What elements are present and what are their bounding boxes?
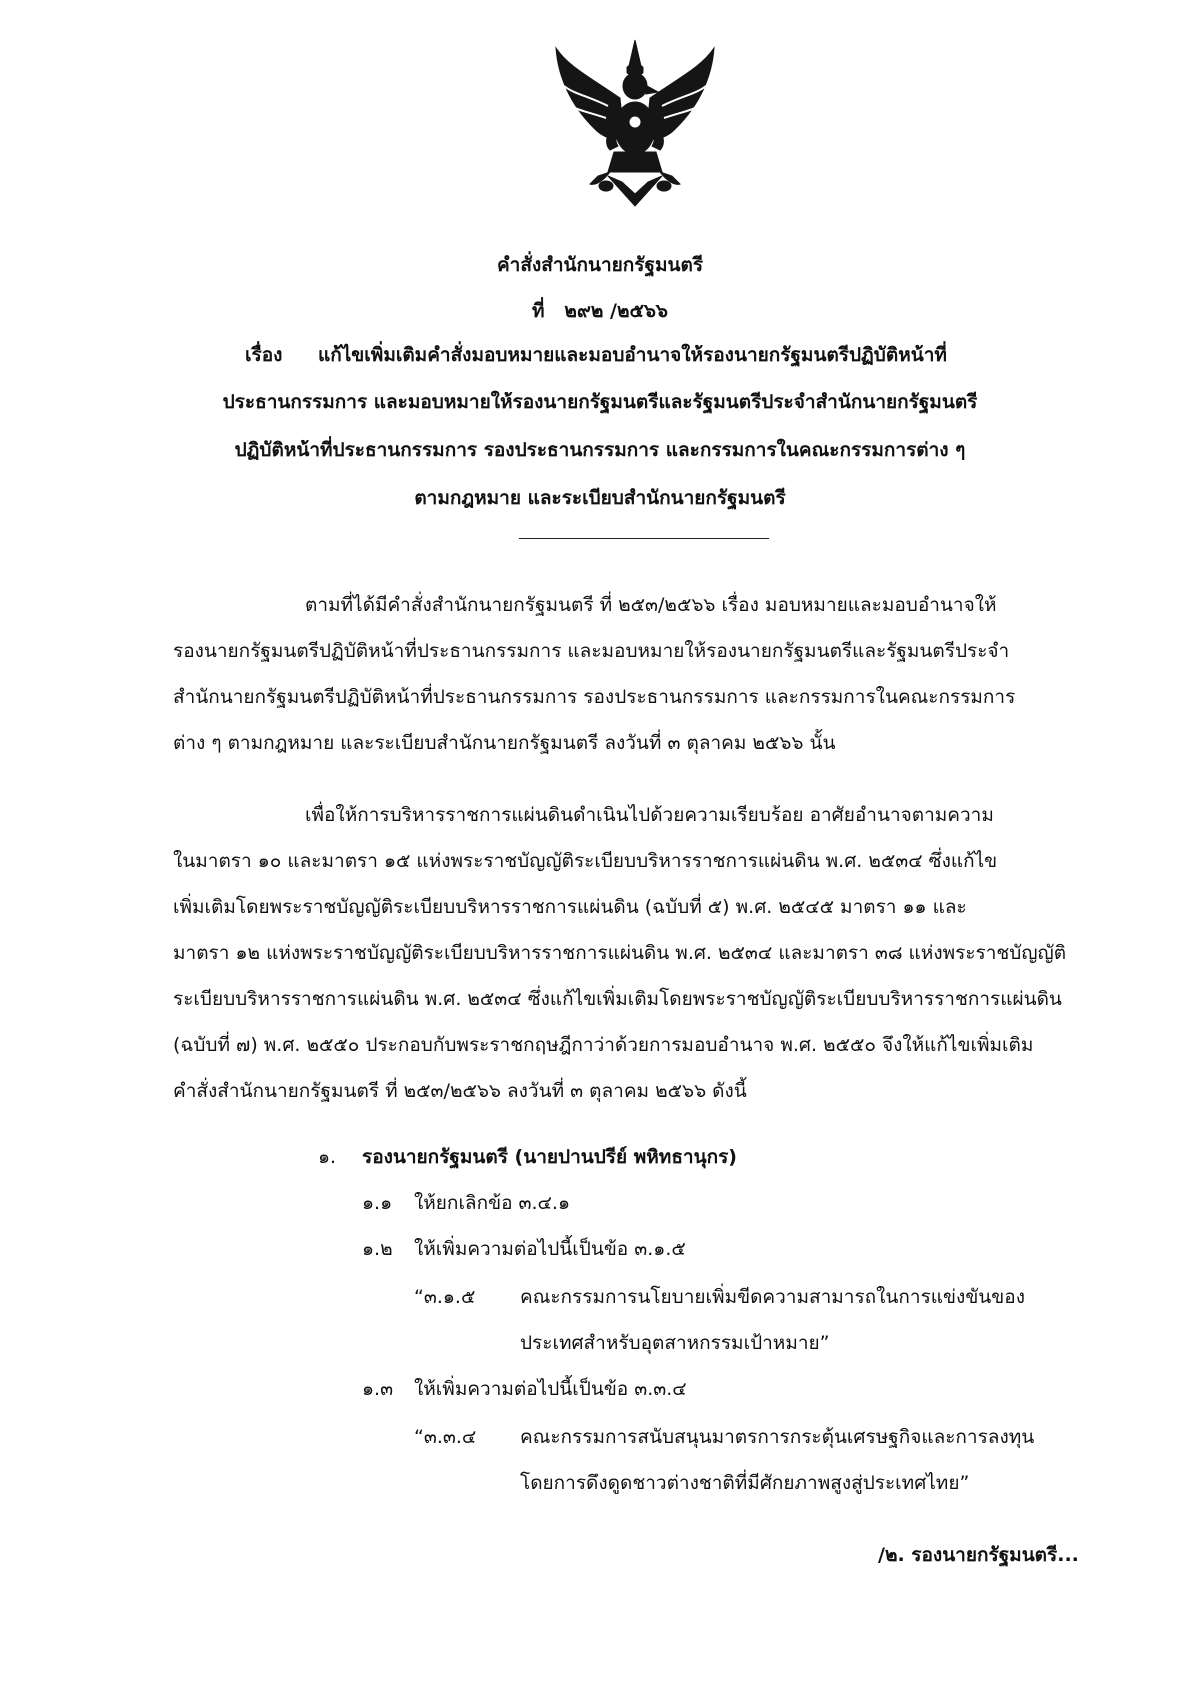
- quote1-line-2: ประเทศสำหรับอุตสาหกรรมเป้าหมาย”: [520, 1332, 830, 1354]
- order-number: ๒๙๒ /๒๕๖๖: [564, 300, 668, 322]
- quote2-number: “๓.๓.๔: [414, 1426, 477, 1448]
- paragraph2-line-1: เพื่อให้การบริหารราชการแผ่นดินดำเนินไปด้วยความเรียบร้อย อาศัยอำนาจตามความ: [305, 804, 994, 826]
- subitem-1-1-number: ๑.๑: [362, 1192, 393, 1214]
- garuda-emblem-icon: [548, 36, 722, 210]
- quote1-line-1: คณะกรรมการนโยบายเพิ่มขีดความสามารถในการแข่งขันของ: [520, 1286, 1025, 1308]
- heading-divider: [519, 538, 769, 539]
- subitem-1-3-text: ให้เพิ่มความต่อไปนี้เป็นข้อ ๓.๓.๔: [414, 1378, 687, 1400]
- paragraph2-line-5: ระเบียบบริหารราชการแผ่นดิน พ.ศ. ๒๕๓๔ ซึ่งแก้ไขเพิ่มเติมโดยพระราชบัญญัติระเบียบบริหารราชการแผ่นดิน: [173, 988, 1062, 1010]
- subject-line-3: ปฏิบัติหน้าที่ประธานกรรมการ รองประธานกรรมการ และกรรมการในคณะกรรมการต่าง ๆ: [234, 439, 966, 461]
- quote2-line-2: โดยการดึงดูดชาวต่างชาติที่มีศักยภาพสูงสู่ประเทศไทย”: [520, 1472, 970, 1494]
- paragraph2-line-6: (ฉบับที่ ๗) พ.ศ. ๒๕๕๐ ประกอบกับพระราชกฤษฎีกาว่าด้วยการมอบอำนาจ พ.ศ. ๒๕๕๐ จึงให้แก้ไขเพิ่มเติม: [173, 1034, 1034, 1056]
- paragraph1-line-2: รองนายกรัฐมนตรีปฏิบัติหน้าที่ประธานกรรมการ และมอบหมายให้รองนายกรัฐมนตรีและรัฐมนตรีประจำ: [173, 640, 1010, 662]
- item1-number: ๑.: [318, 1146, 337, 1168]
- paragraph2-line-4: มาตรา ๑๒ แห่งพระราชบัญญัติระเบียบบริหารราชการแผ่นดิน พ.ศ. ๒๕๓๔ และมาตรา ๓๘ แห่งพระราชบัญญัติ: [173, 942, 1067, 964]
- subitem-1-2-number: ๑.๒: [362, 1238, 393, 1260]
- item1-title: รองนายกรัฐมนตรี (นายปานปรีย์ พหิทธานุกร): [362, 1146, 737, 1168]
- quote1-number: “๓.๑.๕: [414, 1286, 476, 1308]
- paragraph1-line-3: สำนักนายกรัฐมนตรีปฏิบัติหน้าที่ประธานกรรมการ รองประธานกรรมการ และกรรมการในคณะกรรมการ: [173, 686, 1016, 708]
- subitem-1-3-number: ๑.๓: [362, 1378, 394, 1400]
- paragraph1-line-4: ต่าง ๆ ตามกฎหมาย และระเบียบสำนักนายกรัฐมนตรี ลงวันที่ ๓ ตุลาคม ๒๕๖๖ นั้น: [173, 732, 836, 754]
- order-title: คำสั่งสำนักนายกรัฐมนตรี: [496, 254, 704, 276]
- subject-line-4: ตามกฎหมาย และระเบียบสำนักนายกรัฐมนตรี: [414, 487, 786, 509]
- paragraph2-line-3: เพิ่มเติมโดยพระราชบัญญัติระเบียบบริหารราชการแผ่นดิน (ฉบับที่ ๕) พ.ศ. ๒๕๔๕ มาตรา ๑๑ และ: [173, 896, 967, 918]
- paragraph2-line-2: ในมาตรา ๑๐ และมาตรา ๑๕ แห่งพระราชบัญญัติระเบียบบริหารราชการแผ่นดิน พ.ศ. ๒๕๓๔ ซึ่งแก้ไข: [173, 850, 998, 872]
- paragraph1-line-1: ตามที่ได้มีคำสั่งสำนักนายกรัฐมนตรี ที่ ๒๕๓/๒๕๖๖ เรื่อง มอบหมายและมอบอำนาจให้: [305, 594, 997, 616]
- order-number-line: [0, 296, 1200, 326]
- order-number-prefix: ที่: [532, 300, 545, 322]
- continuation-note: /๒. รองนายกรัฐมนตรี...: [878, 1544, 1079, 1566]
- quote2-line-1: คณะกรรมการสนับสนุนมาตรการกระตุ้นเศรษฐกิจและการลงทุน: [520, 1426, 1035, 1448]
- subject-line-1: แก้ไขเพิ่มเติมคำสั่งมอบหมายและมอบอำนาจให้รองนายกรัฐมนตรีปฏิบัติหน้าที่: [318, 344, 947, 366]
- subitem-1-2-text: ให้เพิ่มความต่อไปนี้เป็นข้อ ๓.๑.๕: [414, 1238, 686, 1260]
- paragraph2-line-7: คำสั่งสำนักนายกรัฐมนตรี ที่ ๒๕๓/๒๕๖๖ ลงวันที่ ๓ ตุลาคม ๒๕๖๖ ดังนี้: [173, 1080, 747, 1102]
- subject-label: เรื่อง: [245, 344, 283, 366]
- subject-line-2: ประธานกรรมการ และมอบหมายให้รองนายกรัฐมนตรีและรัฐมนตรีประจำสำนักนายกรัฐมนตรี: [222, 391, 978, 413]
- subitem-1-1-text: ให้ยกเลิกข้อ ๓.๔.๑: [414, 1192, 571, 1214]
